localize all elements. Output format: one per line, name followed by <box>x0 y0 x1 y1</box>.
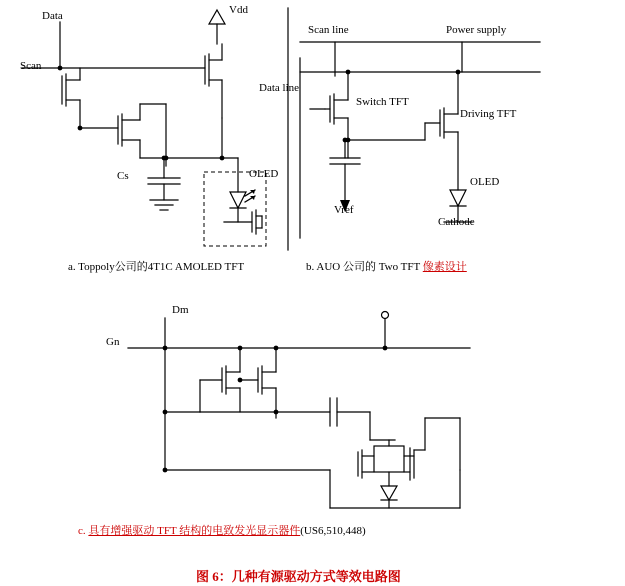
label-cs: Cs <box>117 170 129 182</box>
dashed-highlight-box <box>204 172 266 246</box>
label-gn: Gn <box>106 336 120 348</box>
caption-panel-b-link[interactable]: 像素设计 <box>422 261 467 273</box>
label-data: Data <box>42 10 63 22</box>
caption-panel-b <box>306 258 467 274</box>
label-oled-b: OLED <box>470 176 500 188</box>
caption-panel-a: a. Toppoly公司的4T1C AMOLED TFT <box>68 261 245 273</box>
caption-panel-c-link[interactable]: 具有增强驱动 TFT 结构的电致发光显示器件 <box>88 525 301 537</box>
label-driving-tft: Driving TFT <box>460 108 517 120</box>
label-dm: Dm <box>172 304 189 316</box>
label-scan: Scan <box>20 60 42 72</box>
caption-panel-b-text: b. AUO 公司的 Two TFT <box>306 261 423 273</box>
caption-panel-c-prefix: c. <box>78 525 89 537</box>
label-data-line: Data line <box>259 82 300 94</box>
caption-panel-c <box>78 522 366 538</box>
caption-panel-c-suffix: (US6,510,448) <box>300 525 366 537</box>
figure-title: 图 6：几种有源驱动方式等效电路图 <box>196 569 401 584</box>
label-cathode: Cathode <box>438 216 475 228</box>
label-vdd: Vdd <box>229 4 248 16</box>
label-switch-tft: Switch TFT <box>356 96 409 108</box>
label-power-supply: Power supply <box>446 24 507 36</box>
label-vref: Vref <box>334 204 354 216</box>
label-oled-a: OLED <box>249 168 279 180</box>
label-scan-line: Scan line <box>308 24 349 36</box>
